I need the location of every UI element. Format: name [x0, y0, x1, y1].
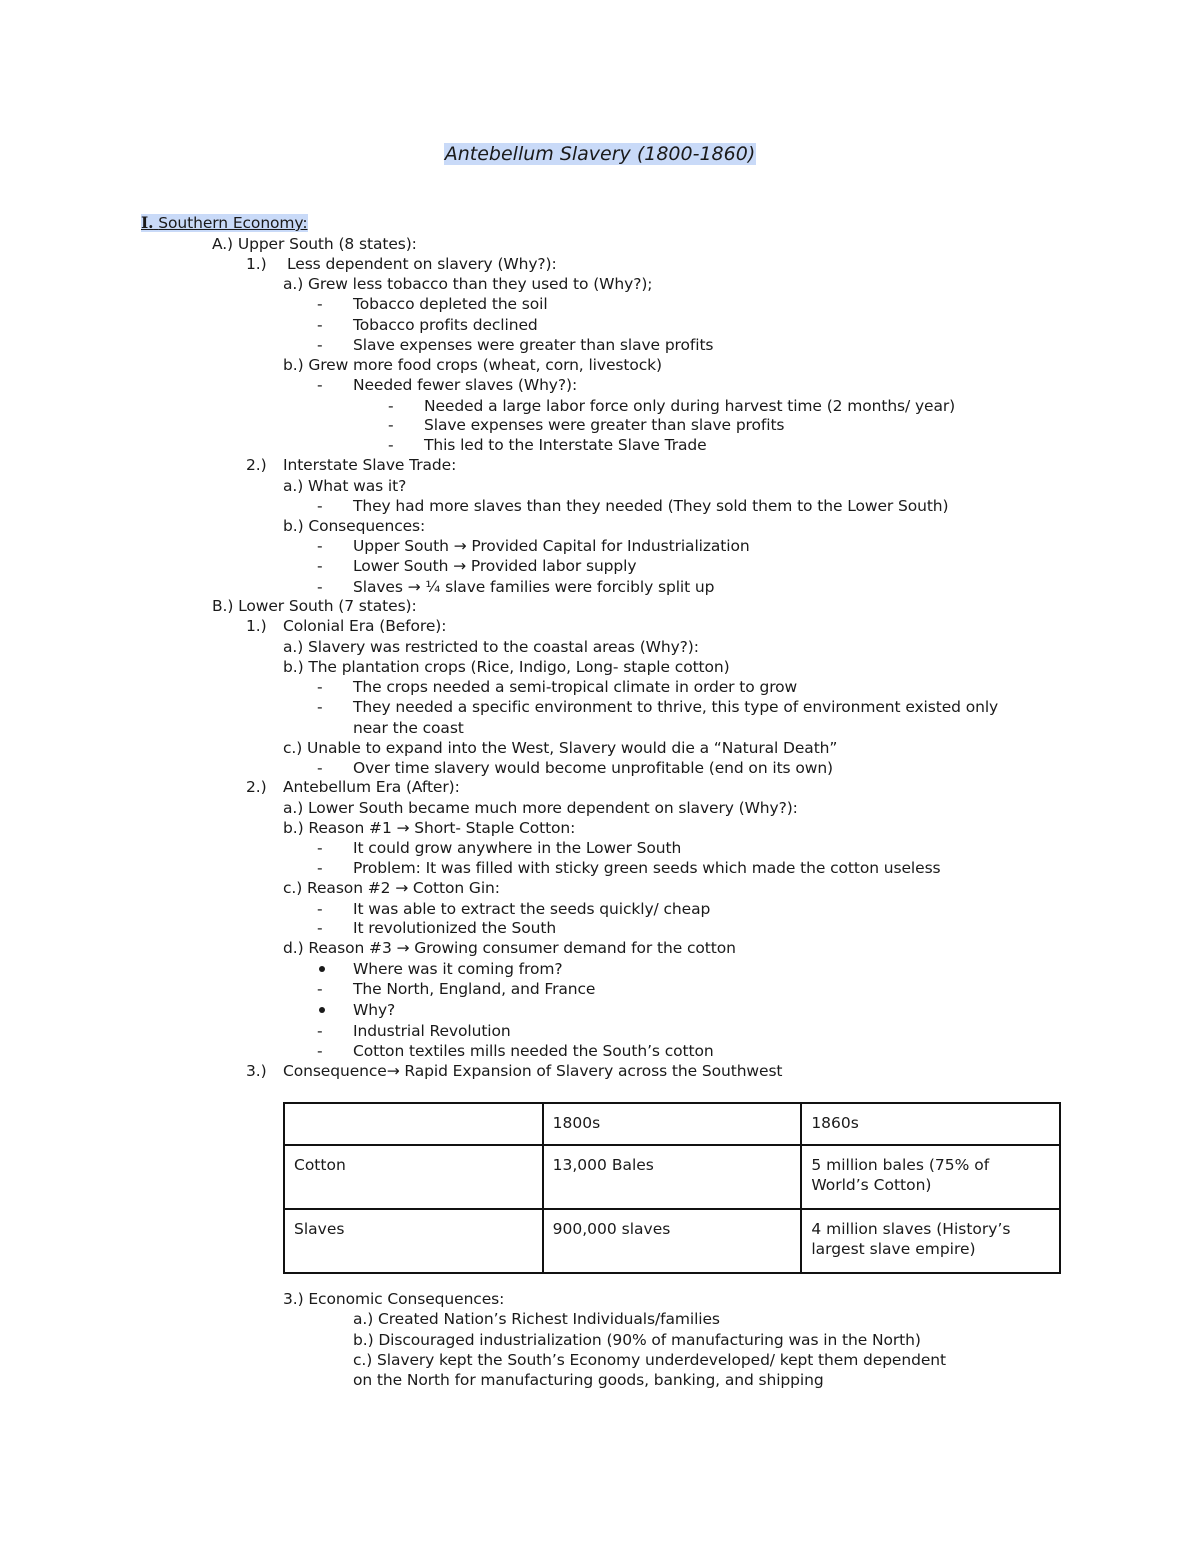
list-item: Needed a large labor force only during harvest time (2 months/ year): [424, 397, 956, 415]
list-item: a.) Created Nation’s Richest Individuals/families: [353, 1310, 720, 1328]
list-item: Tobacco depleted the soil: [353, 295, 548, 313]
list-item: Problem: It was filled with sticky green seeds which made the cotton useless: [353, 859, 941, 877]
dash-marker: -: [317, 698, 323, 716]
list-item: Slaves → ¼ slave families were forcibly split up: [353, 578, 715, 596]
expansion-table: [283, 1102, 1061, 1274]
list-item: Colonial Era (Before):: [283, 617, 447, 635]
list-item: a.) Slavery was restricted to the coastal areas (Why?):: [283, 638, 699, 656]
dash-marker: -: [317, 316, 323, 334]
list-item: a.) Grew less tobacco than they used to (Why?);: [283, 275, 653, 293]
dash-marker: -: [317, 578, 323, 596]
dash-marker: -: [317, 759, 323, 777]
list-number: 3.): [246, 1062, 267, 1080]
dash-marker: -: [317, 1022, 323, 1040]
dash-marker: -: [317, 557, 323, 575]
table-cell: 900,000 slaves: [543, 1209, 802, 1273]
list-item: c.) Unable to expand into the West, Slavery would die a “Natural Death”: [283, 739, 838, 757]
list-item: Where was it coming from?: [353, 960, 563, 978]
dash-marker: -: [317, 980, 323, 998]
table-header-row: [284, 1103, 1060, 1145]
list-item: Tobacco profits declined: [353, 316, 538, 334]
list-item: The crops needed a semi-tropical climate in order to grow: [353, 678, 798, 696]
dash-marker: -: [317, 919, 323, 937]
table-cell: 13,000 Bales: [543, 1145, 802, 1209]
dash-marker: -: [317, 1042, 323, 1060]
table-cell: Slaves: [284, 1209, 543, 1273]
dash-marker: -: [317, 859, 323, 877]
list-item: Consequence→ Rapid Expansion of Slavery across the Southwest: [283, 1062, 783, 1080]
list-item: Upper South → Provided Capital for Industrialization: [353, 537, 750, 555]
bullet-marker: [319, 966, 325, 972]
table-cell: 1800s: [543, 1103, 802, 1145]
list-item: Slave expenses were greater than slave profits: [353, 336, 714, 354]
dash-marker: -: [388, 416, 394, 434]
list-item: It revolutionized the South: [353, 919, 557, 937]
dash-marker: -: [388, 397, 394, 415]
heading-lower-south: B.) Lower South (7 states):: [212, 597, 417, 615]
list-item: Over time slavery would become unprofitable (end on its own): [353, 759, 833, 777]
list-item: c.) Slavery kept the South’s Economy underdeveloped/ kept them dependent: [353, 1351, 946, 1369]
list-item: a.) Lower South became much more dependent on slavery (Why?):: [283, 799, 798, 817]
dash-marker: -: [317, 376, 323, 394]
list-item: This led to the Interstate Slave Trade: [424, 436, 707, 454]
list-item: The North, England, and France: [353, 980, 596, 998]
list-item: on the North for manufacturing goods, banking, and shipping: [353, 1371, 824, 1389]
document-title: [0, 142, 1200, 166]
dash-marker: -: [317, 336, 323, 354]
heading-upper-south: A.) Upper South (8 states):: [212, 235, 417, 253]
list-item: Needed fewer slaves (Why?):: [353, 376, 578, 394]
list-item: b.) The plantation crops (Rice, Indigo, Long- staple cotton): [283, 658, 730, 676]
list-item: b.) Consequences:: [283, 517, 426, 535]
list-item: It could grow anywhere in the Lower South: [353, 839, 682, 857]
list-item: 3.) Economic Consequences:: [283, 1290, 505, 1308]
table-cell: Cotton: [284, 1145, 543, 1209]
dash-marker: -: [317, 295, 323, 313]
list-item: They had more slaves than they needed (They sold them to the Lower South): [353, 497, 949, 515]
list-number: 1.): [246, 617, 267, 635]
section-roman: I.: [141, 213, 154, 232]
list-item: Antebellum Era (After):: [283, 778, 460, 796]
list-item: Industrial Revolution: [353, 1022, 511, 1040]
list-item: c.) Reason #2 → Cotton Gin:: [283, 879, 500, 897]
list-item: Less dependent on slavery (Why?):: [287, 255, 557, 273]
list-item: near the coast: [353, 719, 464, 737]
list-item: b.) Grew more food crops (wheat, corn, livestock): [283, 356, 662, 374]
table-row: [284, 1145, 1060, 1209]
list-item: They needed a specific environment to thrive, this type of environment existed only: [353, 698, 999, 716]
dash-marker: -: [317, 537, 323, 555]
list-item: Cotton textiles mills needed the South’s cotton: [353, 1042, 714, 1060]
title-text: Antebellum Slavery (1800-1860): [444, 143, 756, 165]
list-number: 2.): [246, 456, 267, 474]
table-cell: 4 million slaves (History’s largest slave empire): [801, 1209, 1060, 1273]
table-cell: [284, 1103, 543, 1145]
table-cell: 1860s: [801, 1103, 1060, 1145]
list-item: Why?: [353, 1001, 396, 1019]
list-item: b.) Discouraged industrialization (90% of manufacturing was in the North): [353, 1331, 921, 1349]
table-row: [284, 1209, 1060, 1273]
list-item: Interstate Slave Trade:: [283, 456, 457, 474]
list-item: Lower South → Provided labor supply: [353, 557, 637, 575]
table-cell: 5 million bales (75% of World’s Cotton): [801, 1145, 1060, 1209]
list-item: a.) What was it?: [283, 477, 407, 495]
list-item: It was able to extract the seeds quickly/ cheap: [353, 900, 711, 918]
dash-marker: -: [317, 839, 323, 857]
list-item: b.) Reason #1 → Short- Staple Cotton:: [283, 819, 576, 837]
dash-marker: -: [317, 900, 323, 918]
list-number: 2.): [246, 778, 267, 796]
list-number: 1.): [246, 255, 267, 273]
dash-marker: -: [317, 497, 323, 515]
list-item: d.) Reason #3 → Growing consumer demand for the cotton: [283, 939, 736, 957]
section-heading: [141, 213, 308, 233]
bullet-marker: [319, 1007, 325, 1013]
dash-marker: -: [317, 678, 323, 696]
section-label: Southern Economy:: [158, 214, 308, 232]
dash-marker: -: [388, 436, 394, 454]
list-item: Slave expenses were greater than slave profits: [424, 416, 785, 434]
